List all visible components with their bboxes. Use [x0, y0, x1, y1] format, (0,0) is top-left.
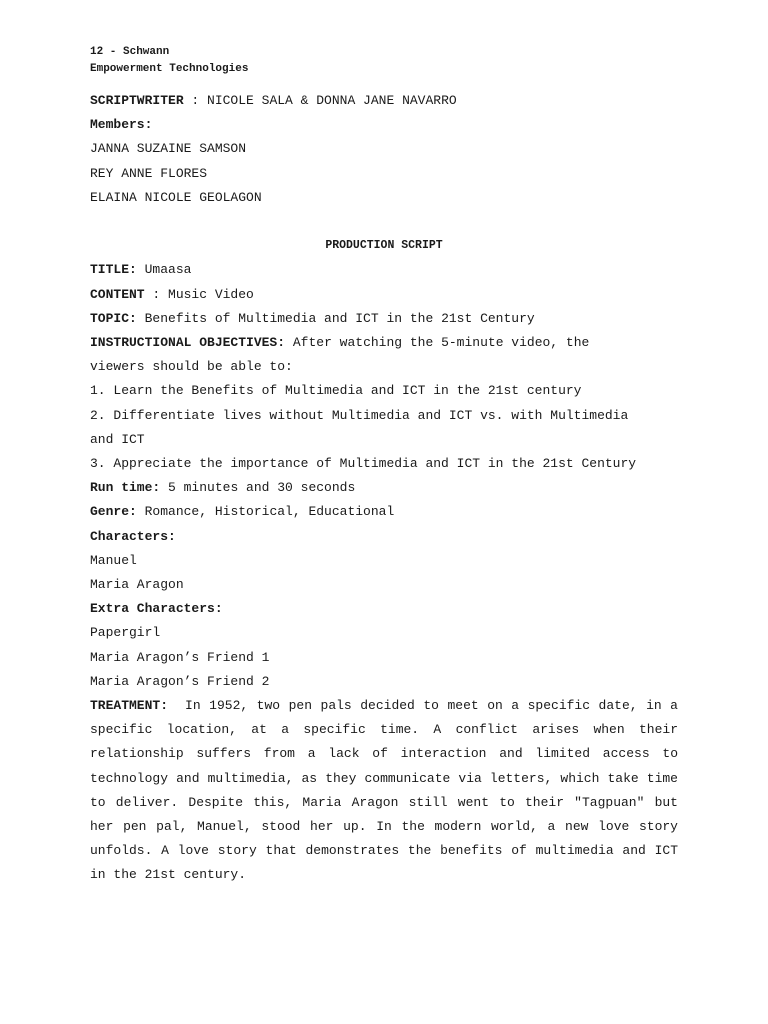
member-item: JANNA SUZAINE SAMSON — [90, 141, 247, 157]
runtime-label: Run time: — [90, 480, 161, 496]
topic-value: Benefits of Multimedia and ICT in the 21st Century — [144, 310, 535, 326]
scriptwriter-label: SCRIPTWRITER — [90, 93, 184, 108]
member-item: REY ANNE FLORES — [90, 165, 208, 181]
objective-item: 2. Differentiate lives without Multimedia and ICT vs. with Multimedia — [90, 407, 629, 423]
treatment-label: TREATMENT: — [90, 698, 169, 714]
content-label: CONTENT — [90, 286, 145, 302]
scriptwriter-line: SCRIPTWRITER : NICOLE SALA & DONNA JANE NAVARRO — [90, 93, 457, 108]
title-value: Umaasa — [144, 262, 192, 278]
objective-item: 3. Appreciate the importance of Multimedia and ICT in the 21st Century — [90, 456, 637, 472]
characters-label: Characters: — [90, 528, 176, 544]
member-item: ELAINA NICOLE GEOLAGON — [90, 189, 262, 205]
class-section: 12 - Schwann — [90, 46, 170, 58]
topic-line — [90, 307, 678, 331]
scriptwriter-value: NICOLE SALA & DONNA JANE NAVARRO — [207, 93, 457, 108]
production-script-heading: PRODUCTION SCRIPT — [325, 239, 443, 253]
extra-character-item: Maria Aragon’s Friend 1 — [90, 649, 270, 665]
document-header — [90, 44, 248, 78]
objectives-label: INSTRUCTIONAL OBJECTIVES: — [90, 335, 286, 351]
objectives-line — [90, 331, 678, 355]
runtime-line — [90, 476, 678, 500]
runtime-value: 5 minutes and 30 seconds — [168, 480, 356, 496]
extra-character-item: Papergirl — [90, 625, 161, 641]
extra-character-item: Maria Aragon’s Friend 2 — [90, 673, 270, 689]
document-body — [90, 89, 678, 888]
treatment-paragraph — [90, 694, 678, 888]
character-item: Manuel — [90, 552, 137, 568]
genre-line — [90, 500, 678, 524]
title-label: TITLE: — [90, 262, 137, 278]
objective-item-continued: and ICT — [90, 431, 145, 447]
content-value: Music Video — [168, 286, 254, 302]
subject-name: Empowerment Technologies — [90, 63, 249, 75]
objectives-intro: After watching the 5-minute video, the — [292, 335, 590, 351]
treatment-text: In 1952, two pen pals decided to meet on a specific date, in a specific location, at a specific time. A conflict arises when their relationship suffers from a lack of interaction and limited access to technology and multimedia, as they communicate via letters, which take time to deliver. Despite this, Maria Aragon still went to their "Tagpuan" but her pen pal, Manuel, stood her up. In the modern world, a new love story unfolds. A love story that demonstrates the benefits of multimedia and ICT in the 21st century. — [90, 698, 678, 883]
character-item: Maria Aragon — [90, 577, 184, 593]
objective-item: 1. Learn the Benefits of Multimedia and ICT in the 21st century — [90, 383, 582, 399]
spacer — [90, 210, 678, 234]
content-line: CONTENT : Music Video — [90, 286, 254, 302]
genre-label: Genre: — [90, 504, 137, 520]
genre-value: Romance, Historical, Educational — [144, 504, 395, 520]
objectives-intro-continued: viewers should be able to: — [90, 359, 293, 375]
extra-characters-label: Extra Characters: — [90, 601, 223, 617]
members-label: Members: — [90, 117, 153, 133]
title-line — [90, 258, 678, 282]
topic-label: TOPIC: — [90, 310, 137, 326]
